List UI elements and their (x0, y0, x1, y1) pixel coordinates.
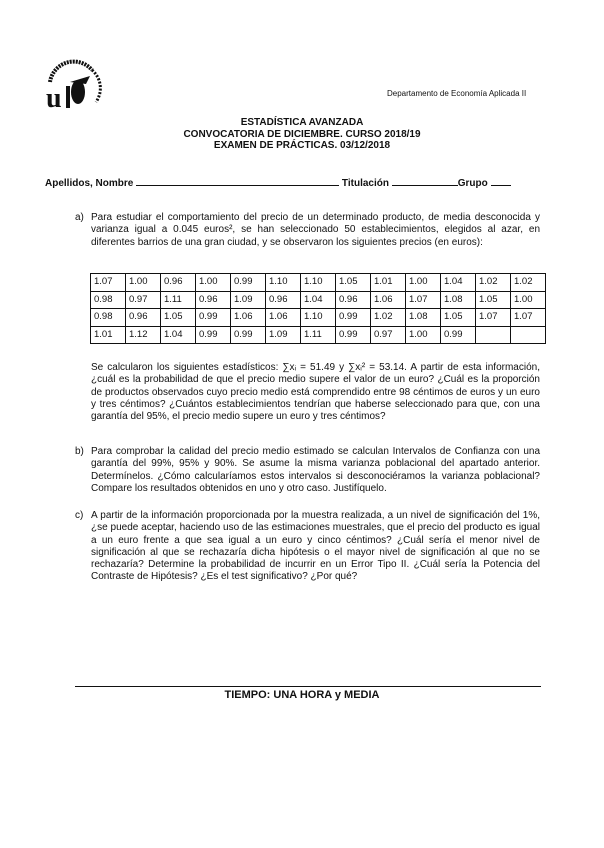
price-cell: 1.00 (406, 274, 441, 292)
question-c (75, 510, 540, 584)
price-cell: 1.10 (301, 309, 336, 327)
footer-divider (75, 686, 541, 687)
group-field[interactable] (491, 176, 511, 186)
price-cell: 1.11 (301, 326, 336, 344)
table-row (91, 274, 546, 292)
price-cell: 1.05 (441, 309, 476, 327)
price-cell: 1.00 (511, 291, 546, 309)
table-row (91, 309, 546, 327)
price-cell: 1.05 (476, 291, 511, 309)
price-cell: 0.99 (231, 274, 266, 292)
question-label: c) (75, 510, 84, 521)
price-cell: 1.04 (161, 326, 196, 344)
price-cell: 1.08 (406, 309, 441, 327)
question-label: b) (75, 446, 84, 457)
price-cell: 1.01 (91, 326, 126, 344)
price-cell: 1.05 (161, 309, 196, 327)
price-cell: 0.98 (91, 309, 126, 327)
price-cell: 1.02 (371, 309, 406, 327)
svg-text:u: u (46, 83, 62, 110)
price-cell: 1.07 (476, 309, 511, 327)
university-logo (42, 52, 102, 110)
table-row (91, 291, 546, 309)
question-a (75, 212, 540, 249)
price-cell: 1.07 (406, 291, 441, 309)
exam-title: EXAMEN DE PRÁCTICAS. 03/12/2018 (213, 140, 391, 151)
price-cell: 0.96 (336, 291, 371, 309)
price-cell: 1.02 (476, 274, 511, 292)
price-cell: 0.98 (91, 291, 126, 309)
course-title: ESTADÍSTICA AVANZADA (240, 117, 364, 128)
price-cell: 1.10 (301, 274, 336, 292)
price-cell: 0.99 (336, 326, 371, 344)
exam-titles (0, 117, 604, 152)
price-cell: 1.04 (301, 291, 336, 309)
price-cell: 0.97 (371, 326, 406, 344)
price-cell: 0.96 (126, 309, 161, 327)
price-cell: 1.01 (371, 274, 406, 292)
price-cell: 1.06 (231, 309, 266, 327)
price-cell: 1.12 (126, 326, 161, 344)
group-label: Grupo (457, 178, 488, 189)
price-cell: 1.11 (161, 291, 196, 309)
price-cell: 1.08 (441, 291, 476, 309)
question-label: a) (75, 212, 84, 223)
price-cell: 0.99 (231, 326, 266, 344)
price-cell (476, 326, 511, 344)
degree-field[interactable] (392, 176, 458, 186)
price-cell: 1.02 (511, 274, 546, 292)
prices-table (90, 273, 546, 344)
question-b (75, 446, 540, 495)
price-cell: 1.00 (196, 274, 231, 292)
price-cell: 1.04 (441, 274, 476, 292)
price-cell: 1.10 (266, 274, 301, 292)
table-row (91, 326, 546, 344)
price-cell: 1.07 (511, 309, 546, 327)
question-text: Para estudiar el comportamiento del precio de un determinado producto, de media desconocida y varianza igual a 0.045 euros², se han seleccionado 50 establecimientos, elegidos al azar, en diferentes barrios de una gran ciudad, y se observaron los siguientes precios (en euros): (91, 212, 540, 248)
name-label: Apellidos, Nombre (45, 178, 134, 189)
student-info (45, 176, 511, 189)
price-cell: 1.06 (266, 309, 301, 327)
price-cell: 0.96 (266, 291, 301, 309)
question-text: A partir de la información proporcionada por la muestra realizada, a un nivel de significación del 1%, ¿se puede aceptar, haciendo uso de las estimaciones muestrales, que el precio del producto es igual a un euro frente a que sea igual a un euro y cinco céntimos? ¿Cuál sería el menor nivel de significación al que se rechazaría dicha hipótesis o el mayor nivel de significación al que no se rechazaría? Determine la probabilidad de incurrir en un Error Tipo II. ¿Cuál sería la Potencia del Contraste de Hipótesis? ¿Es el test significativo? ¿Por qué? (91, 510, 540, 583)
price-cell: 0.96 (161, 274, 196, 292)
price-cell: 1.05 (336, 274, 371, 292)
price-cell: 1.06 (371, 291, 406, 309)
price-cell: 0.97 (126, 291, 161, 309)
price-cell: 0.99 (196, 326, 231, 344)
price-cell: 0.99 (336, 309, 371, 327)
price-cell: 0.99 (196, 309, 231, 327)
price-cell: 0.99 (441, 326, 476, 344)
time-notice: TIEMPO: UNA HORA y MEDIA (224, 689, 380, 701)
session-title: CONVOCATORIA DE DICIEMBRE. CURSO 2018/19 (183, 128, 421, 140)
department-name: Departamento de Economía Aplicada II (387, 89, 527, 98)
price-cell: 1.07 (91, 274, 126, 292)
statistics-paragraph: Se calcularon los siguientes estadísticos: ∑xᵢ = 51.49 y ∑xᵢ² = 53.14. A partir de esta información, ¿cuál es la probabilidad de que el precio medio supere el valor de un euro? ¿Cuál es la proporción de productos observados cuyo precio medio está comprendido entre 98 céntimos de euros y un euro y tres céntimos? ¿Cuántos establecimientos tendrían que haberse seleccionado para que, con una garantía del 95%, el precio medio supere un euro y tres céntimos? (91, 362, 540, 423)
price-cell: 1.00 (406, 326, 441, 344)
degree-label: Titulación (341, 178, 389, 189)
price-cell: 1.09 (231, 291, 266, 309)
question-text: Para comprobar la calidad del precio medio estimado se calculan Intervalos de Confianza con una garantía del 99%, 95% y 90%. Se asume la misma varianza poblacional del apartado anterior. Determínelos. ¿Cómo calcularíamos estos intervalos si desconociéramos la varianza poblacional? Compare los resultados obtenidos en uno y otro caso. Justifíquelo. (91, 446, 540, 494)
price-cell: 1.09 (266, 326, 301, 344)
name-field[interactable] (136, 176, 339, 186)
price-cell: 0.96 (196, 291, 231, 309)
price-cell: 1.00 (126, 274, 161, 292)
price-cell (511, 326, 546, 344)
